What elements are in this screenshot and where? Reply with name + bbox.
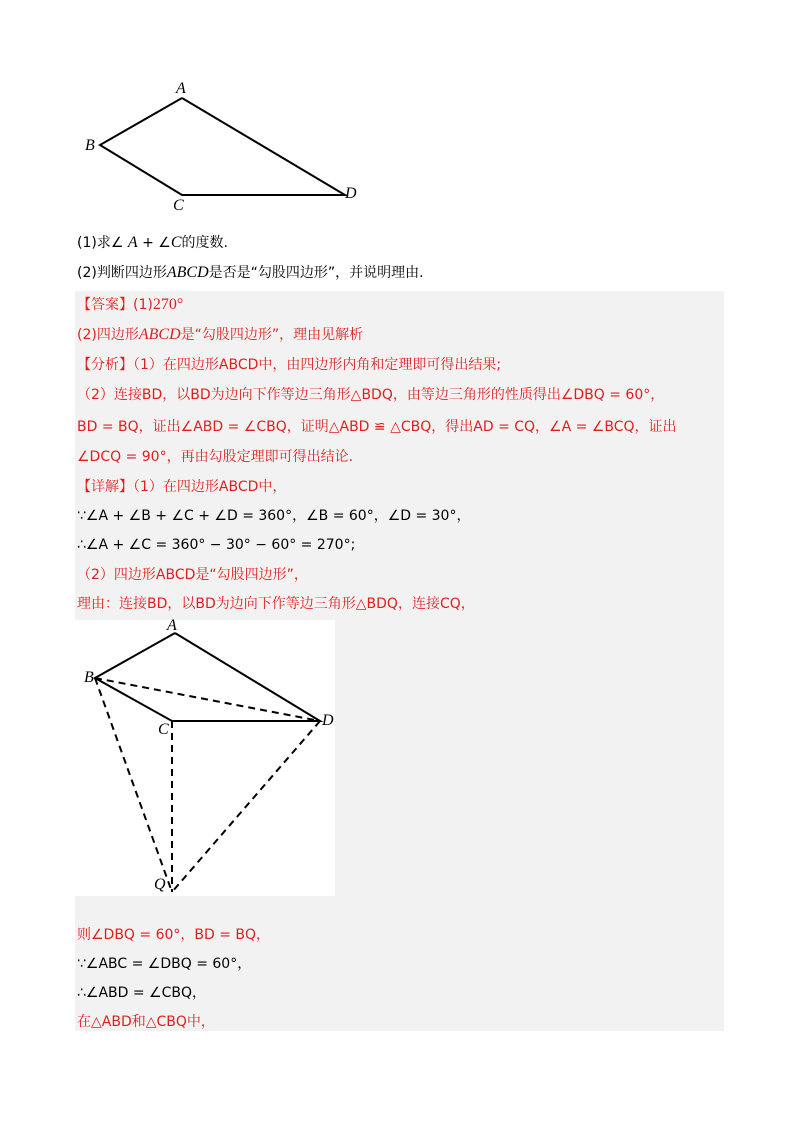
question-2-abcd: ABCD xyxy=(166,264,209,281)
figure-1-label-b: B xyxy=(85,137,95,154)
question-2-number: (2) xyxy=(77,265,97,281)
question-1-tail: 的度数. xyxy=(181,235,228,251)
answer-2-abcd: ABCD xyxy=(138,326,181,343)
figure-2-construction xyxy=(0,0,400,910)
question-1-text: 求∠ xyxy=(96,235,128,251)
detail-line-7: ∵∠ABC = ∠DBQ = 60°， xyxy=(77,956,252,972)
figure-2-label-d: D xyxy=(322,712,334,729)
question-1-number: (1) xyxy=(77,235,97,251)
analysis-line-2: （2）连接BD，以BD为边向下作等边三角形△BDQ，由等边三角形的性质得出∠DBQ = 60°， xyxy=(77,387,665,403)
detail-line-2: ∵∠A + ∠B + ∠C + ∠D = 360°，∠B = 60°，∠D = 30°， xyxy=(77,508,471,524)
figure-2-quadrilateral xyxy=(95,633,320,721)
detail-tag: 【详解】 xyxy=(77,479,133,495)
answer-1-value: 270° xyxy=(152,296,184,313)
detail-line-8: ∴∠ABD = ∠CBQ， xyxy=(77,985,207,1001)
analysis-tag: 【分析】 xyxy=(77,357,133,373)
analysis-text-1: （1）在四边形ABCD中，由四边形内角和定理即可得出结果; xyxy=(133,357,502,373)
answer-1-number: (1) xyxy=(133,297,153,313)
question-2-tail: 是否是“勾股四边形”，并说明理由. xyxy=(208,265,424,281)
question-1-angle-a: A xyxy=(127,234,138,251)
figure-2-label-a: A xyxy=(167,617,177,634)
detail-line-9: 在△ABD和△CBQ中， xyxy=(77,1014,215,1030)
analysis-line-4: ∠DCQ = 90°，再由勾股定理即可得出结论. xyxy=(77,449,354,465)
answer-2-prefix: 四边形 xyxy=(96,327,139,343)
figure-2-label-c: C xyxy=(158,721,169,738)
detail-line-5: 理由：连接BD，以BD为边向下作等边三角形△BDQ，连接CQ， xyxy=(77,596,475,612)
figure-1-label-d: D xyxy=(345,185,357,202)
question-2-text: 判断四边形 xyxy=(96,265,167,281)
figure-1-label-a: A xyxy=(176,80,186,97)
answer-tag: 【答案】 xyxy=(77,297,133,313)
detail-line-4: （2）四边形ABCD是“勾股四边形”， xyxy=(77,567,308,583)
answer-2-tail: 是“勾股四边形”，理由见解析 xyxy=(180,327,364,343)
detail-line-6: 则∠DBQ = 60°，BD = BQ， xyxy=(77,927,271,943)
question-1-plus: + ∠ xyxy=(137,235,171,251)
figure-2-segment-dq xyxy=(172,721,320,892)
detail-line-3: ∴∠A + ∠C = 360° − 30° − 60° = 270°; xyxy=(77,537,356,553)
figure-2-segment-bq xyxy=(95,678,172,892)
figure-2-label-q: Q xyxy=(154,876,166,893)
figure-1-label-c: C xyxy=(173,197,184,214)
detail-text-1: （1）在四边形ABCD中， xyxy=(133,479,287,495)
analysis-line-3: BD = BQ，证出∠ABD = ∠CBQ，证明△ABD ≌ △CBQ，得出AD = CQ，∠A = ∠BCQ，证出 xyxy=(77,419,677,435)
figure-2-label-b: B xyxy=(84,669,94,686)
question-1-angle-c: C xyxy=(170,234,182,251)
answer-2-number: (2) xyxy=(77,327,97,343)
